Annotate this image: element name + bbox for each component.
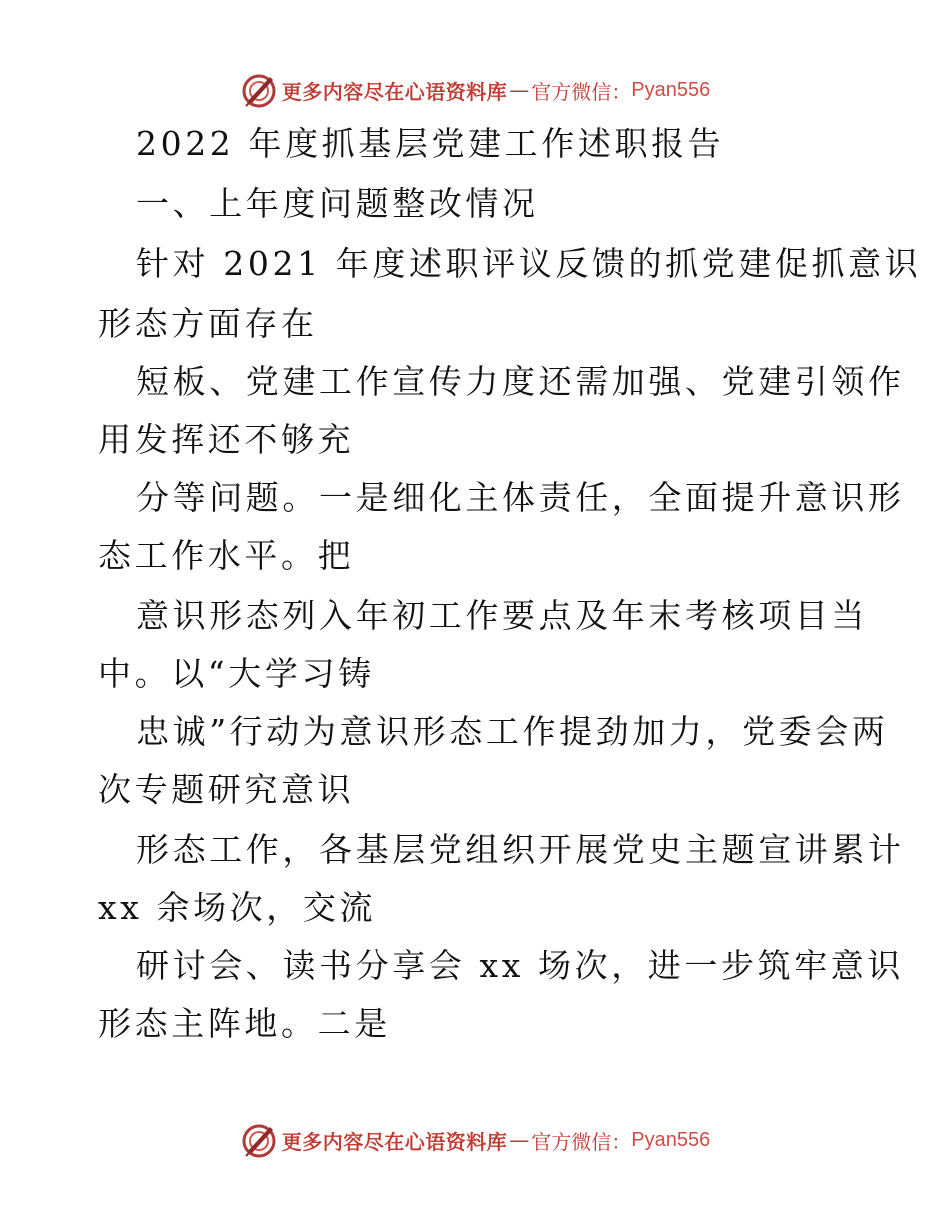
paragraph-line: 中。以“大学习铸 [98,654,375,693]
paragraph-line: 形态工作，各基层党组织开展党史主题宣讲累计 [136,830,905,869]
quill-logo-icon [240,71,278,109]
watermark-wechat-id: Pyan556 [631,1128,711,1151]
header-watermark [0,68,950,112]
paragraph-line: 用发挥还不够充 [98,420,355,459]
paragraph-line: 短板、党建工作宣传力度还需加强、党建引领作 [136,362,905,401]
paragraph-line: 形态主阵地。二是 [98,1004,391,1043]
watermark-dash: — [509,78,530,102]
section-heading: 一、上年度问题整改情况 [136,184,539,223]
watermark-dash: — [509,1128,530,1152]
document-title: 2022 年度抓基层党建工作述职报告 [136,124,725,163]
quill-logo-icon [240,1121,278,1159]
watermark-title: 更多内容尽在心语资料库 [281,1129,508,1154]
watermark-wechat-id: Pyan556 [631,78,711,101]
paragraph-line: 忠诚”行动为意识形态工作提劲加力，党委会两 [136,712,889,751]
paragraph-line: 分等问题。一是细化主体责任，全面提升意识形 [136,478,905,517]
paragraph-line: 次专题研究意识 [98,770,355,809]
paragraph-line: 形态方面存在 [98,304,318,343]
paragraph-line: 针对 2021 年度述职评议反馈的抓党建促抓意识 [136,244,922,283]
paragraph-line: 研讨会、读书分享会 xx 场次，进一步筑牢意识 [136,946,905,985]
paragraph-line: 意识形态列入年初工作要点及年末考核项目当 [136,596,868,635]
paragraph-line: xx 余场次，交流 [98,888,377,927]
paragraph-line: 态工作水平。把 [98,536,355,575]
watermark-wechat-label: 官方微信： [531,1129,632,1154]
watermark-wechat-label: 官方微信： [531,79,632,104]
footer-watermark [0,1118,950,1162]
watermark-title: 更多内容尽在心语资料库 [281,79,508,104]
